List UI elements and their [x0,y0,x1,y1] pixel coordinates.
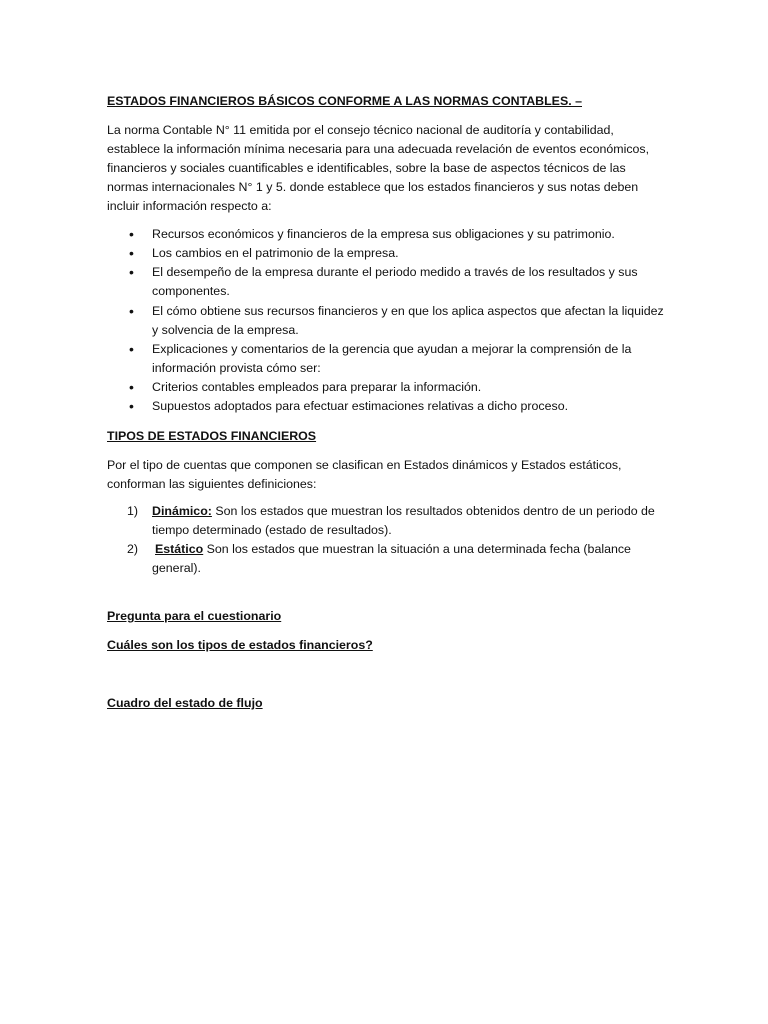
list-item [107,540,667,578]
term-label: Dinámico: [152,504,212,518]
section-heading: TIPOS DE ESTADOS FINANCIEROS [107,429,317,443]
term-label: Estático [155,542,204,556]
question-label: Pregunta para el cuestionario [107,609,282,623]
bullet-icon: • [129,398,134,414]
bullet-icon: • [129,245,134,261]
list-item-text: Los cambios en el patrimonio de la empresa. [152,246,399,260]
term-definition: Son los estados que muestran los resultados obtenidos dentro de un periodo de tiempo determinado (estado de resultados). [152,504,655,537]
document-title: ESTADOS FINANCIEROS BÁSICOS CONFORME A LAS NORMAS CONTABLES. – [107,94,582,108]
list-item [107,302,667,340]
list-number: 1) [127,504,139,518]
list-item-text: El desempeño de la empresa durante el periodo medido a través de los resultados y sus componentes. [152,265,638,298]
list-item [107,502,667,540]
section-intro: Por el tipo de cuentas que componen se clasifican en Estados dinámicos y Estados estáticos, conforman las siguientes definiciones: [107,458,622,491]
list-item [107,378,667,397]
bullet-icon: • [129,303,134,319]
list-item [107,397,667,416]
intro-paragraph: La norma Contable N° 11 emitida por el consejo técnico nacional de auditoría y contabilidad, establece la información mínima necesaria para una adecuada revelación de eventos económicos, financieros y sociales cuantificables e identificables, sobre la base de aspectos técnicos de las normas internacionales N° 1 y 5. donde establece que los estados financieros y sus notas deben incluir información respecto a: [107,123,650,213]
list-item-text: Explicaciones y comentarios de la gerencia que ayudan a mejorar la comprensión de la información provista cómo ser: [152,342,632,375]
bullet-icon: • [129,226,134,242]
flow-heading: Cuadro del estado de flujo [107,696,263,710]
bullet-icon: • [129,341,134,357]
list-item-text: Recursos económicos y financieros de la empresa sus obligaciones y su patrimonio. [152,227,615,241]
list-number: 2) [127,542,139,556]
list-item-text: Supuestos adoptados para efectuar estimaciones relativas a dicho proceso. [152,399,569,413]
question-text: Cuáles son los tipos de estados financieros? [107,638,373,652]
list-item-text: Criterios contables empleados para preparar la información. [152,380,482,394]
list-item [107,225,667,244]
bullet-icon: • [129,264,134,280]
bullet-icon: • [129,379,134,395]
list-item [107,263,667,301]
list-item [107,244,667,263]
list-item [107,340,667,378]
term-definition: Son los estados que muestran la situación a una determinada fecha (balance general). [152,542,631,575]
list-item-text: El cómo obtiene sus recursos financieros y en que los aplica aspectos que afectan la liquidez y solvencia de la empresa. [152,304,664,337]
